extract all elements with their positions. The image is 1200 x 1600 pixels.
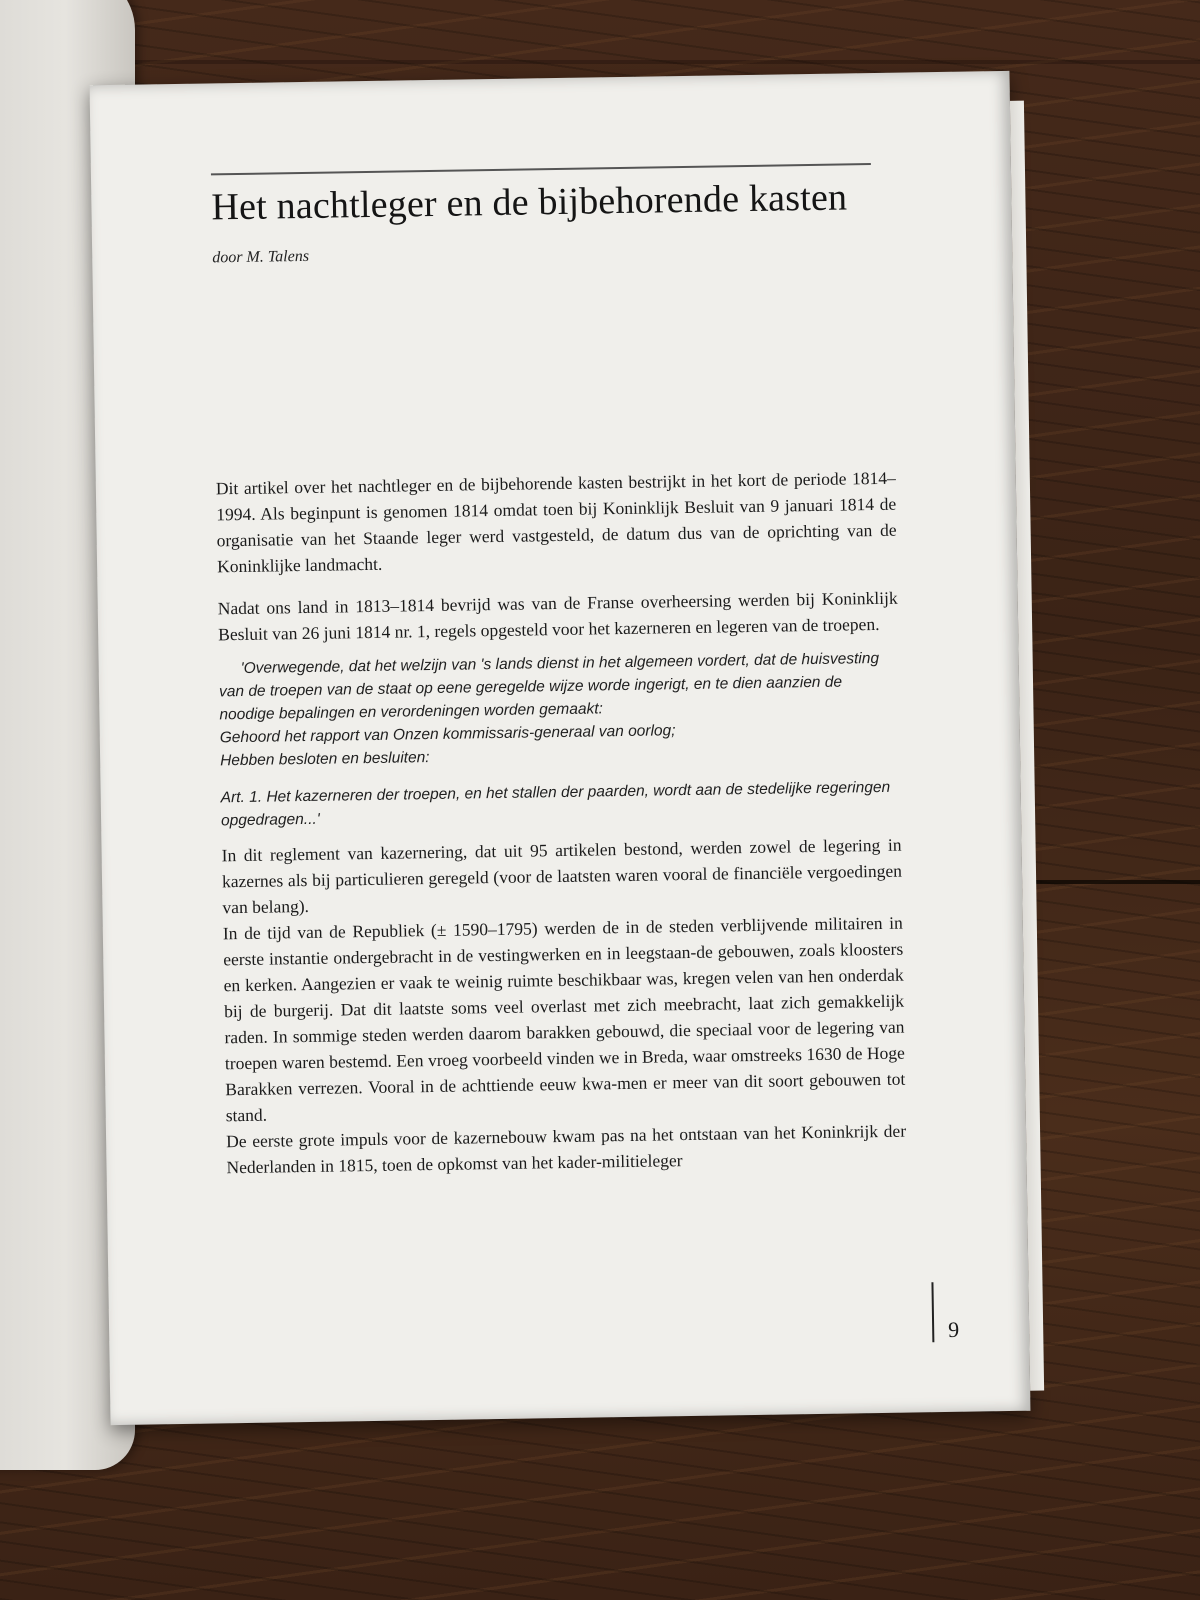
- page-number-block: [931, 1282, 959, 1342]
- article-author: door M. Talens: [212, 247, 310, 267]
- paragraph: Nadat ons land in 1813–1814 bevrijd was van de Franse overheersing werden bij Koninklijk Besluit van 26 juni 1814 nr. 1, regels opgesteld voor het kazerneren en legeren van de troepen.: [217, 587, 898, 645]
- book-page: [90, 71, 1031, 1425]
- quote-block: [219, 647, 902, 833]
- paragraph: In dit reglement van kazernering, dat uit 95 artikelen bestond, werden zowel de legering in kazernes als bij particulieren geregeld (voor de laatsten waren vooral de financiële vergoedingen van belang).: [221, 834, 903, 918]
- paragraph: In de tijd van de Republiek (± 1590–1795) werden de in de steden verblijvende militairen in eerste instantie ondergebracht in de vestingwerken en in leegstaan-de gebouwen, zoals kloosters en kerken. Aangezien er vaak te weinig ruimte beschikbaar was, kregen velen van hen onderdak bij de burgerij. Dat dit laatste soms veel overlast met zich meebracht, laat zich gemakkelijk raden. In sommige steden werden daarom barakken gebouwd, die speciaal voor de legering van troepen waren bestemd. Een vroeg voorbeeld vinden we in Breda, waar omstreeks 1630 de Hoge Barakken verrezen. Vooral in de achttiende eeuw kwa-men er meer van dit soort gebouwen tot stand.: [222, 912, 906, 1126]
- wood-plank-gap: [0, 60, 1200, 64]
- title-rule: [211, 163, 871, 175]
- page-number-rule: [931, 1282, 934, 1342]
- quote-article: Art. 1. Het kazerneren der troepen, en het stallen der paarden, wordt aan de stedelijke regeringen opgedragen...': [220, 778, 891, 830]
- article-content: [211, 163, 907, 1181]
- quote-line: Hebben besloten en besluiten:: [220, 749, 430, 770]
- article-title: Het nachtleger en de bijbehorende kasten: [211, 176, 848, 229]
- paragraph: De eerste grote impuls voor de kazernebouw kwam pas na het ontstaan van het Koninkrijk der Nederlanden in 1815, toen de opkomst van het kader-militieleger: [225, 1120, 907, 1178]
- quote-line: 'Overwegende, dat het welzijn van 's lands dienst in het algemeen vordert, dat de huisvesting van de troepen van de staat op eene geregelde wijze worde ingerigt, en te dien aanzien de noodige bepalingen en verordeningen worden gemaakt:: [218, 649, 880, 724]
- quote-line: Gehoord het rapport van Onzen kommissaris-generaal van oorlog;: [219, 722, 676, 747]
- page-edge: [1010, 101, 1044, 1391]
- paragraph: Dit artikel over het nachtleger en de bijbehorende kasten bestrijkt in het kort de periode 1814–1994. Als beginpunt is genomen 1814 omdat toen bij Koninklijk Besluit van 9 januari 1814 de organisatie van het Staande leger werd vastgesteld, de datum dus van de oprichting van de Koninklijke landmacht.: [215, 467, 897, 577]
- page-number: 9: [947, 1316, 960, 1342]
